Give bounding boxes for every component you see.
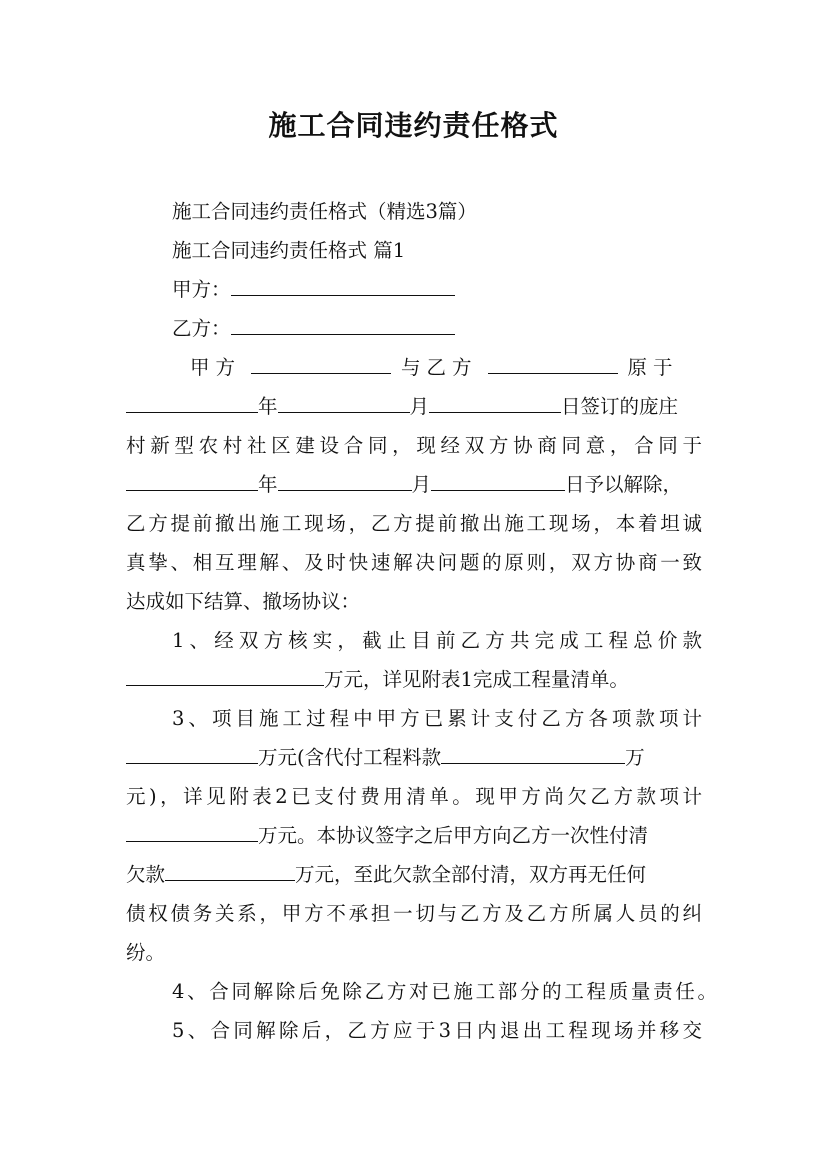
item-3-line — [126, 823, 702, 849]
party-a-line — [172, 277, 748, 303]
text-run: 万元，详见附表1完成工程量清单。 — [324, 668, 629, 691]
blank — [126, 472, 258, 491]
blank — [278, 394, 410, 413]
blank — [126, 823, 258, 842]
party-b-blank — [231, 316, 455, 335]
item-1-line — [126, 667, 702, 693]
party-a-label: 甲方： — [172, 278, 231, 301]
text-run: 万 — [625, 746, 645, 769]
paragraph-line: 村新型农村社区建设合同，现经双方协商同意，合同于 — [126, 434, 702, 457]
blank — [441, 745, 625, 764]
text-run: 欠款 — [126, 863, 166, 886]
paragraph-line: 达成如下结算、撤场协议： — [126, 590, 361, 613]
item-4-line: 4、合同解除后免除乙方对已施工部分的工程质量责任。 — [172, 980, 717, 1003]
item-3-line — [126, 745, 702, 771]
text-run: 万元(含代付工程料款 — [258, 746, 442, 769]
item-3-line — [126, 862, 702, 888]
document-subtitle: 施工合同违约责任格式（精选3篇） — [172, 200, 477, 223]
party-b-label: 乙方： — [172, 317, 231, 340]
paragraph-line — [126, 472, 702, 498]
paragraph-line — [126, 394, 702, 420]
blank — [429, 394, 561, 413]
item-3-line: 元)，详见附表2已支付费用清单。现甲方尚欠乙方款项计 — [126, 785, 702, 808]
blank — [126, 667, 324, 686]
paragraph-line: 乙方提前撤出施工现场，乙方提前撤出施工现场，本着坦诚 — [126, 512, 702, 535]
item-3-line: 纷。 — [126, 941, 166, 964]
item-3-line: 债权债务关系，甲方不承担一切与乙方及乙方所属人员的纠 — [126, 902, 702, 925]
blank — [278, 472, 412, 491]
blank — [126, 394, 258, 413]
text-run: 原于 — [627, 356, 679, 379]
blank — [165, 862, 295, 881]
text-run: 日签订的庞庄 — [561, 395, 679, 418]
document-title: 施工合同违约责任格式 — [268, 109, 559, 142]
text-run: 万元，至此欠款全部付清，双方再无任何 — [295, 863, 647, 886]
text-run: 月 — [409, 395, 430, 418]
item-5-line: 5、合同解除后，乙方应于3日内退出工程现场并移交 — [172, 1019, 702, 1042]
section-heading: 施工合同违约责任格式 篇1 — [172, 239, 406, 262]
paragraph-line — [190, 355, 702, 381]
item-3-line: 3、项目施工过程中甲方已累计支付乙方各项款项计 — [172, 707, 702, 730]
text-run: 年 — [258, 395, 278, 418]
blank — [431, 472, 565, 491]
party-b-line — [172, 316, 748, 342]
party-a-blank — [231, 277, 455, 296]
item-1-line: 1、经双方核实，截止目前乙方共完成工程总价款 — [172, 629, 702, 652]
text-run: 万元。本协议签字之后甲方向乙方一次性付清 — [258, 824, 649, 847]
paragraph-line: 真挚、相互理解、及时快速解决问题的原则，双方协商一致 — [126, 551, 702, 574]
text-run: 甲方 — [190, 356, 242, 379]
text-run: 月 — [411, 473, 432, 496]
blank — [488, 355, 618, 374]
text-run: 与乙方 — [401, 356, 478, 379]
text-run: 年 — [258, 473, 278, 496]
text-run: 日予以解除， — [565, 473, 683, 496]
blank — [126, 745, 258, 764]
blank — [251, 355, 391, 374]
